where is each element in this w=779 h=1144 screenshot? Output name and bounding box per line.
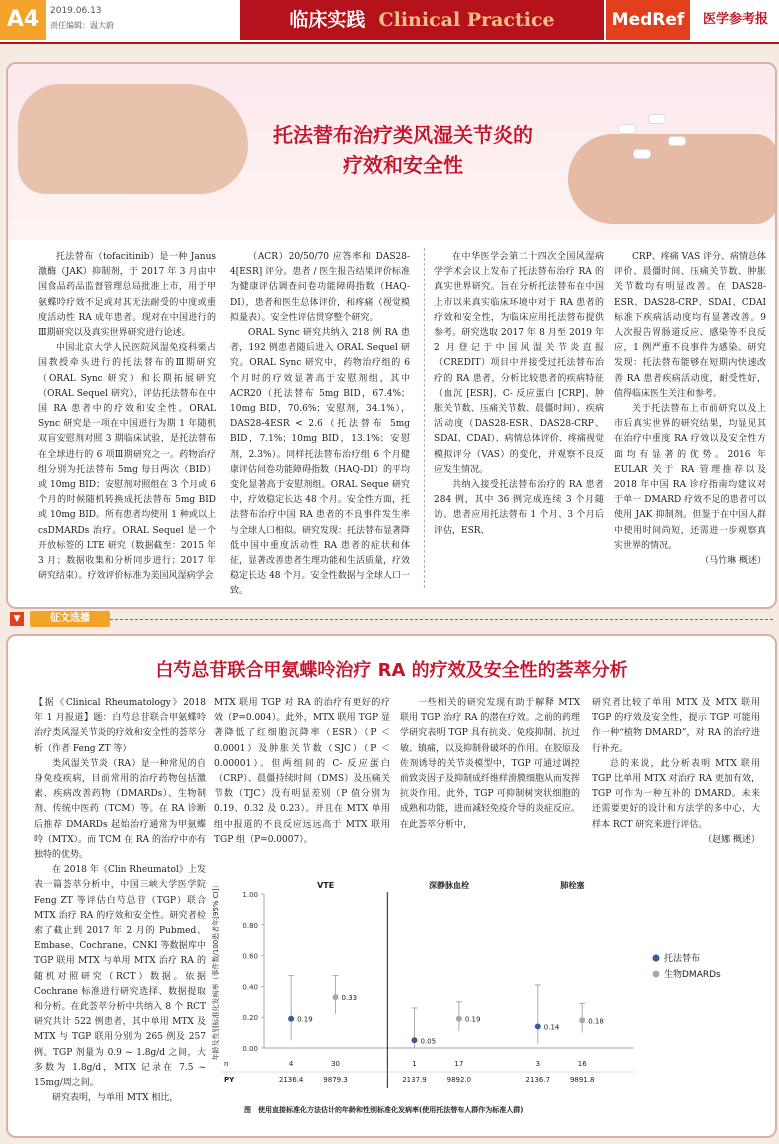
article-column	[434, 250, 604, 539]
author-credit: （马竹琳 概述）	[700, 556, 766, 567]
data-point	[456, 1016, 462, 1022]
row-label-n: n	[224, 1060, 229, 1068]
paragraph: 托法替布（tofacitinib）是一种 Janus 激酶（JAK）抑制剂，于 2017 年 3 月由中国食品药品监督管理总局批准上市，用于甲氨蝶呤疗效不足或对其无法耐受的中度或重度活动性 RA 成年患者。现对在中国进行的Ⅲ期研究以及真实世界研究进行论述。	[38, 252, 216, 339]
data-point	[579, 1017, 585, 1023]
y-tick-label: 0.40	[242, 983, 258, 992]
article-card-tgp	[6, 634, 777, 1138]
issue-date: 2019.06.13	[50, 6, 102, 16]
article-column	[592, 696, 760, 848]
y-tick-label: 1.00	[242, 891, 258, 899]
article-column	[230, 250, 410, 600]
section-title-en: Clinical Practice	[378, 9, 555, 31]
n-value: 3	[535, 1060, 541, 1068]
py-value: 9879.3	[323, 1076, 348, 1084]
paragraph: （ACR）20/50/70 应答率和 DAS28-4[ESR] 评分。患者 / 医生报告结果评价标准为健康评估调查问卷功能障碍指数（HAQ-DI），患者和医生总体评价，和疼痛（视觉模拟量表）。安全性评估贯穿整个研究。	[230, 252, 410, 323]
py-value: 2136.4	[278, 1076, 304, 1084]
data-point	[333, 994, 339, 1000]
data-label: 0.18	[588, 1017, 604, 1026]
n-value: 4	[288, 1060, 294, 1068]
data-label: 0.19	[297, 1015, 313, 1024]
data-label: 0.19	[464, 1015, 481, 1024]
paragraph: 在中华医学会第二十四次全国风湿病学学术会议上发布了托法替布治疗 RA 的真实世界研究。旨在分析托法替布在中国上市以来真实临床环境中对于 RA 患者的疗效和安全性，为临床应用托法替布提供参考。研究选取 2017 年 8 月至 2019 年 2 月登记于中国风湿关节炎直报（CREDIT）项目中并接受过托法替布治疗的 RA 患者，分析比较患者的疾病特征（血沉 [ESR]、C- 反应蛋白 [CRP]、肿胀关节数、压痛关节数、晨僵时间）、疾病活动度（DAS28-ESR、DAS28-CRP、SDAI、CDAI）、病情总体评价、疼痛视觉模拟评分（VAS）的变化，并观察不良反应发生情况。	[434, 252, 604, 475]
paragraph: 研究表明，与单用 MTX 相比，	[52, 1093, 179, 1104]
panel-title: 深静脉血栓	[429, 881, 469, 890]
py-value: 9891.8	[569, 1076, 595, 1084]
page-number: A4	[0, 0, 46, 40]
brand-name-cn: 医学参考报	[702, 12, 768, 27]
py-value: 2136.7	[525, 1076, 551, 1084]
paragraph: 总的来说，此分析表明 MTX 联用 TGP 比单用 MTX 对治疗 RA 更加有效，TGP 可作为一种互补的 DMARD。未来还需要更好的设计和方法学的多中心、大样本 RCT 研究来进行评估。	[592, 758, 760, 830]
section-tag-label: 征文选播	[30, 611, 110, 627]
section-title-cn: 临床实践	[289, 9, 366, 31]
paragraph: 共纳入接受托法替布治疗的 RA 患者 284 例，其中 36 例完成连续 3 个月随访。患者应用托法替布 1 个月、3 个月后评估，ESR、	[434, 480, 604, 536]
article-column	[400, 696, 580, 833]
data-point	[288, 1016, 294, 1022]
y-tick-label: 0.60	[242, 952, 258, 961]
n-value: 1	[412, 1060, 417, 1068]
article-title-line: 托法替布治疗类风湿关节炎的	[273, 123, 533, 147]
incidence-rate-chart	[204, 876, 769, 1126]
y-axis-label: 年龄及性别标准化发病率（事件数/100患者年[95% CI]）	[212, 881, 220, 1061]
chart-caption: 图 使用直接标准化方法估计的年龄和性别标准化发病率(使用托法替布人群作为标准人群)	[244, 1106, 524, 1114]
py-value: 9892.0	[446, 1076, 472, 1084]
legend-marker	[653, 971, 660, 978]
panel-title: 肺栓塞	[560, 881, 585, 890]
chevron-down-icon: ▼	[10, 612, 24, 626]
paragraph: 一些相关的研究发现有助于解释 MTX 联用 TGP 治疗 RA 的潜在疗效。之前的药理学研究表明 TGP 具有抗炎、免疫抑制、抗过敏、镇痛，以及抑制骨破坏的作用。在胶原及佐剂诱导的关节炎模型中，TGP 可通过调控前致炎因子及抑制成纤维样滑膜细胞从而发挥抗炎作用。此外，TGP 可抑制树突状细胞的成熟和功能，进而减轻免疫介导的炎症反应。在此荟萃分析中，	[400, 698, 581, 830]
editor-credit: 责任编辑：温大蔚	[50, 21, 114, 30]
article-column	[38, 250, 216, 584]
data-label: 0.05	[420, 1037, 437, 1046]
paragraph: 研究者比较了单用 MTX 及 MTX 联用 TGP 的疗效及安全性，提示 TGP 可能用作一种“植物 DMARD”，对 RA 的治疗进行补充。	[592, 698, 760, 754]
legend-marker	[653, 955, 660, 962]
data-label: 0.33	[341, 994, 358, 1003]
data-point	[411, 1037, 417, 1043]
data-point	[535, 1023, 541, 1029]
n-value: 30	[331, 1060, 340, 1068]
divider	[110, 619, 773, 620]
y-tick-label: 0.00	[242, 1045, 258, 1053]
article-title-line: 疗效和安全性	[343, 153, 463, 177]
article-title: 白芍总苷联合甲氨蝶呤治疗 RA 的疗效及安全性的荟萃分析	[155, 660, 628, 681]
paragraph: 【据《Clinical Rheumatology》2018 年 1 月报道】题：白芍总苷联合甲氨蝶呤治疗类风湿关节炎的疗效和安全性的荟萃分析（作者 Feng ZT 等）	[34, 698, 206, 754]
page-header	[0, 0, 779, 44]
hand-image	[568, 134, 777, 224]
article-card-tofacitinib	[6, 62, 777, 609]
pill-image	[668, 136, 686, 146]
pill-image	[618, 124, 636, 134]
column-divider	[424, 248, 425, 588]
paragraph: MTX 联用 TGP 对 RA 的治疗有更好的疗效（P=0.004）。此外，MTX 联用 TGP 显著降低了红细胞沉降率（ESR）（P ＜ 0.0001）及肿胀关节数（SJC）（P ＜ 0.00001）。但两组间的 C- 反应蛋白（CRP）、晨僵持续时间（DMS）及压痛关节数（TJC）没有明显差别（P 值分别为 0.19、0.32 及 0.23）。并且在 MTX 单用组中报道的不良反应远远高于 MTX 联用 TGP 组（P=0.0007）。	[214, 698, 390, 845]
paragraph: ORAL Sync 研究共纳入 218 例 RA 患者，192 例患者随后进入 ORAL Sequel 研究。ORAL Sync 研究中，药物治疗组的 6 个月时的疗效显著高于安慰剂组，其中 ACR20（托法替布 5mg BID，67.4%；10mg BID，70.6%；安慰剂，34.1%），DAS28-4ESR < 2.6（托法替布 5mg BID，7.1%；10mg BID，13.1%；安慰剂，2.3%）。同样托法替布治疗组 6 个月健康评估问卷功能障碍指数（HAQ-DI）的平均变化显著高于安慰剂组。ORAL Seque 研究中，疗效稳定长达 48 个月。安全性方面，托法替布治疗中国 RA 患者的不良事件发生率与全球人口相似。研究发现：托法替布显著降低中国中重度活动性 RA 患者的症状和体征，显著改善患者生理功能和生活质量，疗效稳定长达 48 个月。安全性数据与全球人口一致。	[230, 328, 411, 597]
n-value: 16	[577, 1060, 587, 1068]
data-label: 0.14	[543, 1023, 560, 1032]
section-banner	[240, 0, 604, 40]
row-label-py: PY	[224, 1076, 235, 1084]
paragraph: 中国北京大学人民医院风湿免疫科栗占国教授牵头进行的托法替布的Ⅲ期研究（ORAL Sync 研究）和长期拓展研究（ORAL Sequel 研究），评估托法替布在中国 RA 患者中的疗效和安全性。ORAL Sync 研究是一项在中国进行为期 1 年随机双盲安慰剂对照 3 期临床试验，是托法替布在全球进行的 6 项Ⅲ期研究之一。药物治疗组分别为托法替布 5mg 每日两次（BID）或 10mg BID；安慰剂对照组在 3 个月或 6 个月的时候随机转换成托法替布 5mg BID 或 10mg BID。所有患者均使用 1 种或以上 csDMARDs 治疗。ORAL Sequel 是一个开放标签的 LTE 研究（数据截至：2015 年 3 月；数据收集和分析同步进行；2017 年研究结束）。疗效评价标准为美国风湿病学会	[38, 343, 216, 582]
article-column	[214, 696, 390, 848]
paragraph: 类风湿关节炎（RA）是一种常见的自身免疫疾病，目前常用的治疗药物包括激素、疾病改善药物（DMARDs）、生物制剂、传统中医药（TCM）等。在 RA 诊断后推荐 DMARDs 起始治疗通常为甲氨蝶呤（MTX）。而 TCM 在 RA 的治疗中亦有独特的优势。	[34, 758, 206, 861]
paragraph: 关于托法替布上市前研究以及上市后真实世界的研究结果，均显见其在治疗中重度 RA 疗效以及安全性方面均有显著的优势。2016 年 EULAR 关于 RA 管理推荐以及 2018 年中国 RA 诊疗指南均建议对于单一 DMARD 疗效不足的患者可以使用 JAK 抑制剂。但鉴于在中国人群中使用时间尚短，还需进一步观察真实世界的情况。	[614, 404, 766, 551]
article-column	[34, 696, 206, 1106]
pill-image	[633, 149, 651, 159]
legend-label: 生物DMARDs	[664, 970, 721, 980]
paragraph: CRP、疼痛 VAS 评分、病情总体评价、晨僵时间、压痛关节数、肿胀关节数均有明显改善。在 DAS28-ESR、DAS28-CRP、SDAI、CDAI 标准下疾病活动度均有显著改善。9 人次报告胃肠道反应、感染等不良反应，1 例严重不良事件为感染。研究发现：托法替布能够在短期内快速改善 RA 患者疾病活动度，耐受性好，值得临床医生关注和参考。	[614, 252, 766, 399]
y-tick-label: 0.80	[242, 921, 258, 930]
legend-label: 托法替布	[664, 954, 701, 964]
n-value: 17	[454, 1060, 464, 1068]
py-value: 2137.9	[402, 1076, 427, 1084]
pill-image	[648, 114, 666, 124]
article-column	[614, 250, 766, 569]
brand-logo: MedRef	[606, 0, 690, 40]
author-credit: （赵娜 概述）	[703, 834, 760, 845]
article-title	[238, 120, 568, 180]
hero-photo-hands-pills	[8, 64, 775, 240]
panel-title: VTE	[317, 881, 335, 890]
paragraph: 在 2018 年《Clin Rheumatol》上发表一篇荟萃分析中，中国三峡大学医学院 Feng ZT 等评估白芍总苷（TGP）联合 MTX 治疗 RA 的疗效和安全性。研究者检索了截止到 2017 年 2 月的 Pubmed、Embase、Cochrane、CNKI 等数据库中 TGP 联用 MTX 与单用 MTX 治疗 RA 的随机对照研究（RCT）数据。依据 Cochrane 标准进行研究选择、数据提取和分析。在此荟萃分析中共纳入 8 个 RCT 研究共计 522 例患者，其中单用 MTX 及 MTX 与 TGP 联用分别为 265 例及 257 例。TGP 剂量为 0.9 ~ 1.8g/d 之间，大多数为 1.8g/d，MTX 记录在 7.5 ~ 15mg/周之间。	[34, 865, 206, 1089]
hand-image	[18, 84, 248, 194]
y-tick-label: 0.20	[242, 1014, 258, 1023]
